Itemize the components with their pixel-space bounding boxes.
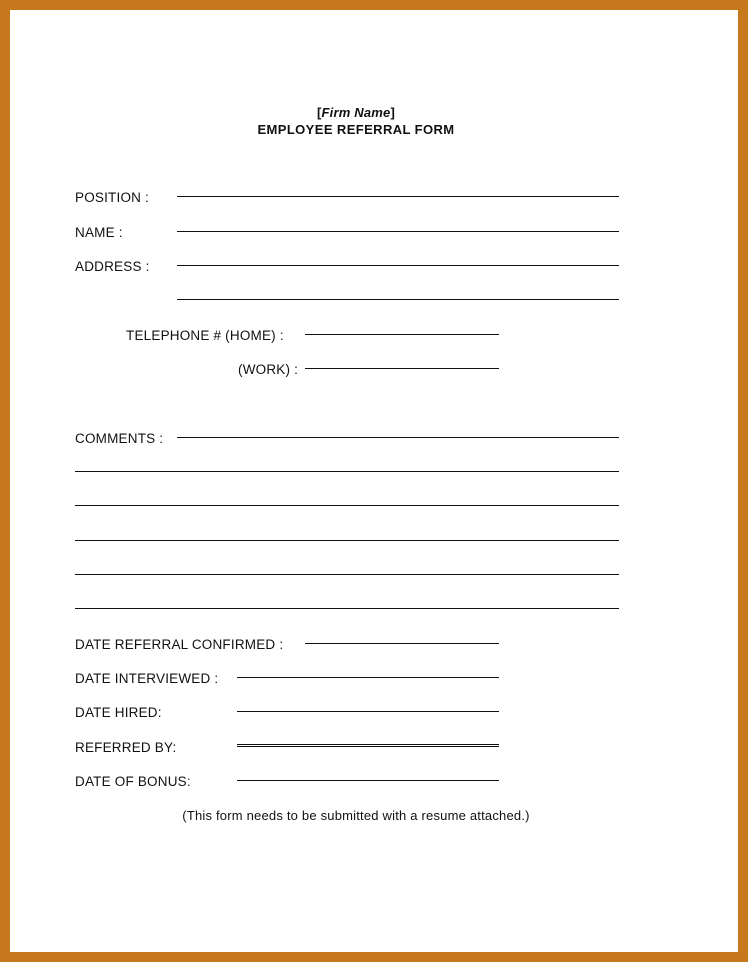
date-interviewed-label: DATE INTERVIEWED : [75, 671, 219, 686]
telephone-home-field[interactable] [305, 334, 499, 335]
referred-by-label: REFERRED BY: [75, 740, 177, 755]
address-label: ADDRESS : [75, 259, 150, 274]
date-of-bonus-label: DATE OF BONUS: [75, 774, 191, 789]
address-field-line-2[interactable] [177, 299, 619, 300]
comments-field-line-2[interactable] [75, 471, 619, 472]
date-hired-label: DATE HIRED: [75, 705, 162, 720]
address-field-line-1[interactable] [177, 265, 619, 266]
comments-field-line-6[interactable] [75, 608, 619, 609]
firm-name: [Firm Name] [316, 105, 396, 120]
position-field[interactable] [177, 196, 619, 197]
telephone-work-field[interactable] [305, 368, 499, 369]
comments-label: COMMENTS : [75, 431, 164, 446]
form-title: EMPLOYEE REFERRAL FORM [257, 122, 455, 137]
telephone-work-label: (WORK) : [238, 362, 299, 377]
date-referral-confirmed-label: DATE REFERRAL CONFIRMED : [75, 637, 284, 652]
date-referral-confirmed-field[interactable] [305, 643, 499, 644]
comments-field-line-1[interactable] [177, 437, 619, 438]
name-field[interactable] [177, 231, 619, 232]
date-of-bonus-field[interactable] [237, 780, 499, 781]
comments-field-line-5[interactable] [75, 574, 619, 575]
date-interviewed-field[interactable] [237, 677, 499, 678]
telephone-home-label: TELEPHONE # (HOME) : [126, 328, 284, 343]
position-label: POSITION : [75, 190, 150, 205]
name-label: NAME : [75, 225, 123, 240]
comments-field-line-3[interactable] [75, 505, 619, 506]
comments-field-line-4[interactable] [75, 540, 619, 541]
referred-by-field[interactable] [237, 744, 499, 747]
date-hired-field[interactable] [237, 711, 499, 712]
resume-note: (This form needs to be submitted with a resume attached.) [182, 808, 530, 823]
